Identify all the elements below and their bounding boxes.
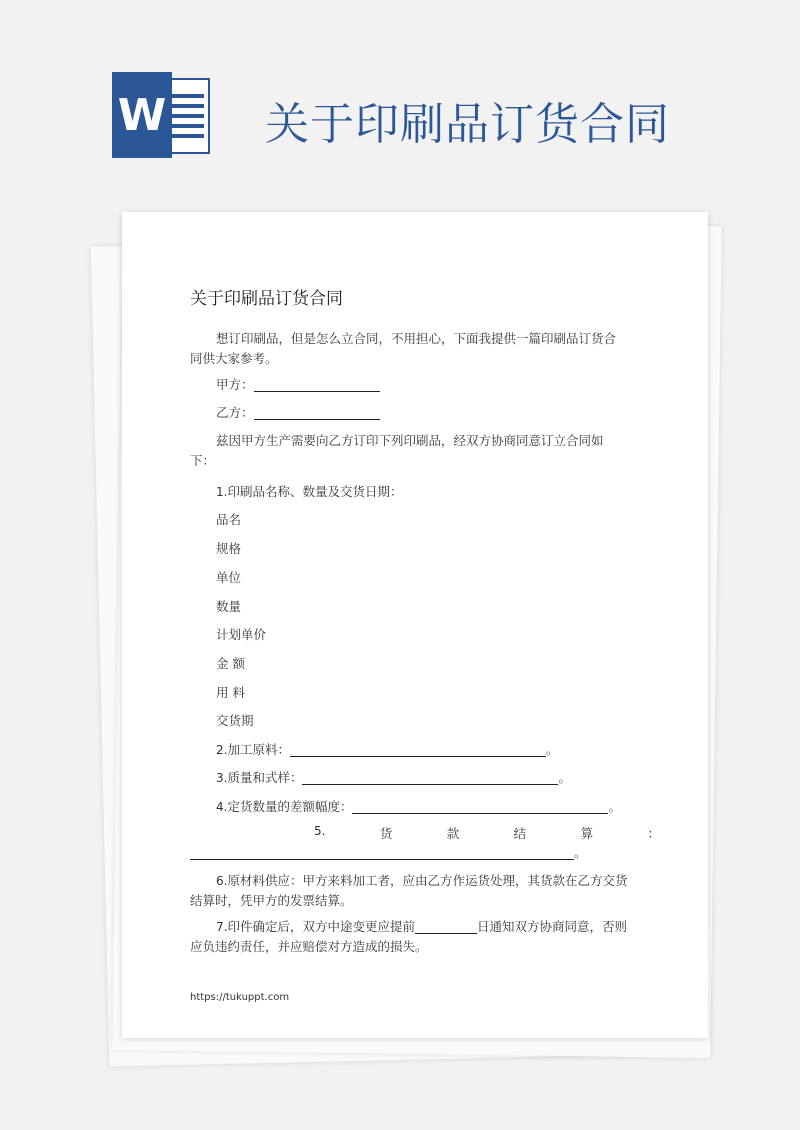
field-delivery: 交货期 xyxy=(216,713,254,728)
item-4: 4.定货数量的差额幅度： 。 xyxy=(216,799,621,814)
field-spec: 规格 xyxy=(216,541,242,556)
item-6-line-1: 6.原材料供应：甲方来料加工者，应由乙方作运货处理，其货款在乙方交货 xyxy=(216,873,628,888)
item-3-blank xyxy=(302,770,558,785)
field-unit: 单位 xyxy=(216,570,242,585)
item-5-blank-row: 。 xyxy=(190,842,587,864)
party-a-label: 甲方： xyxy=(216,377,254,392)
item-2: 2.加工原料： 。 xyxy=(216,742,559,757)
banner xyxy=(0,0,800,200)
field-unit-price: 计划单价 xyxy=(216,627,267,642)
item-5-blank xyxy=(190,845,574,860)
item-4-blank xyxy=(352,799,608,814)
word-document-icon xyxy=(112,72,212,158)
item-3: 3.质量和式样： 。 xyxy=(216,770,571,785)
document-title: 关于印刷品订货合同 xyxy=(190,289,343,309)
agreement-line-2: 下： xyxy=(190,453,216,468)
item-7-blank xyxy=(415,919,477,934)
item-6-line-2: 结算时，凭甲方的发票结算。 xyxy=(190,893,353,908)
item-5-heading: 5. 货 款 结 算 ： xyxy=(314,824,660,841)
field-material: 用 料 xyxy=(216,685,245,700)
field-amount: 金 额 xyxy=(216,656,245,671)
party-a-blank xyxy=(254,377,380,392)
intro-line-1: 想订印刷品，但是怎么立合同，不用担心，下面我提供一篇印刷品订货合 xyxy=(216,331,617,346)
item-1: 1.印刷品名称、数量及交货日期： xyxy=(216,484,403,499)
footer-url: https://tukuppt.com xyxy=(190,992,290,1003)
item-2-blank xyxy=(290,742,546,757)
party-b-blank xyxy=(254,405,380,420)
intro-line-2: 同供大家参考。 xyxy=(190,351,278,366)
document-page xyxy=(122,212,708,1038)
party-a-row xyxy=(216,374,380,396)
agreement-line-1: 兹因甲方生产需要向乙方订印下列印刷品，经双方协商同意订立合同如 xyxy=(216,433,604,448)
item-7-line-2: 应负违约责任，并应赔偿对方造成的损失。 xyxy=(190,939,428,954)
field-name: 品名 xyxy=(216,512,242,527)
banner-title: 关于印刷品订货合同 xyxy=(265,99,670,150)
item-7-line-1: 7.印件确定后，双方中途变更应提前 日通知双方协商同意，否则 xyxy=(216,919,627,934)
party-b-row xyxy=(216,402,380,424)
word-logo-letter: W xyxy=(112,72,172,158)
party-b-label: 乙方： xyxy=(216,405,254,420)
field-quantity: 数量 xyxy=(216,599,242,614)
